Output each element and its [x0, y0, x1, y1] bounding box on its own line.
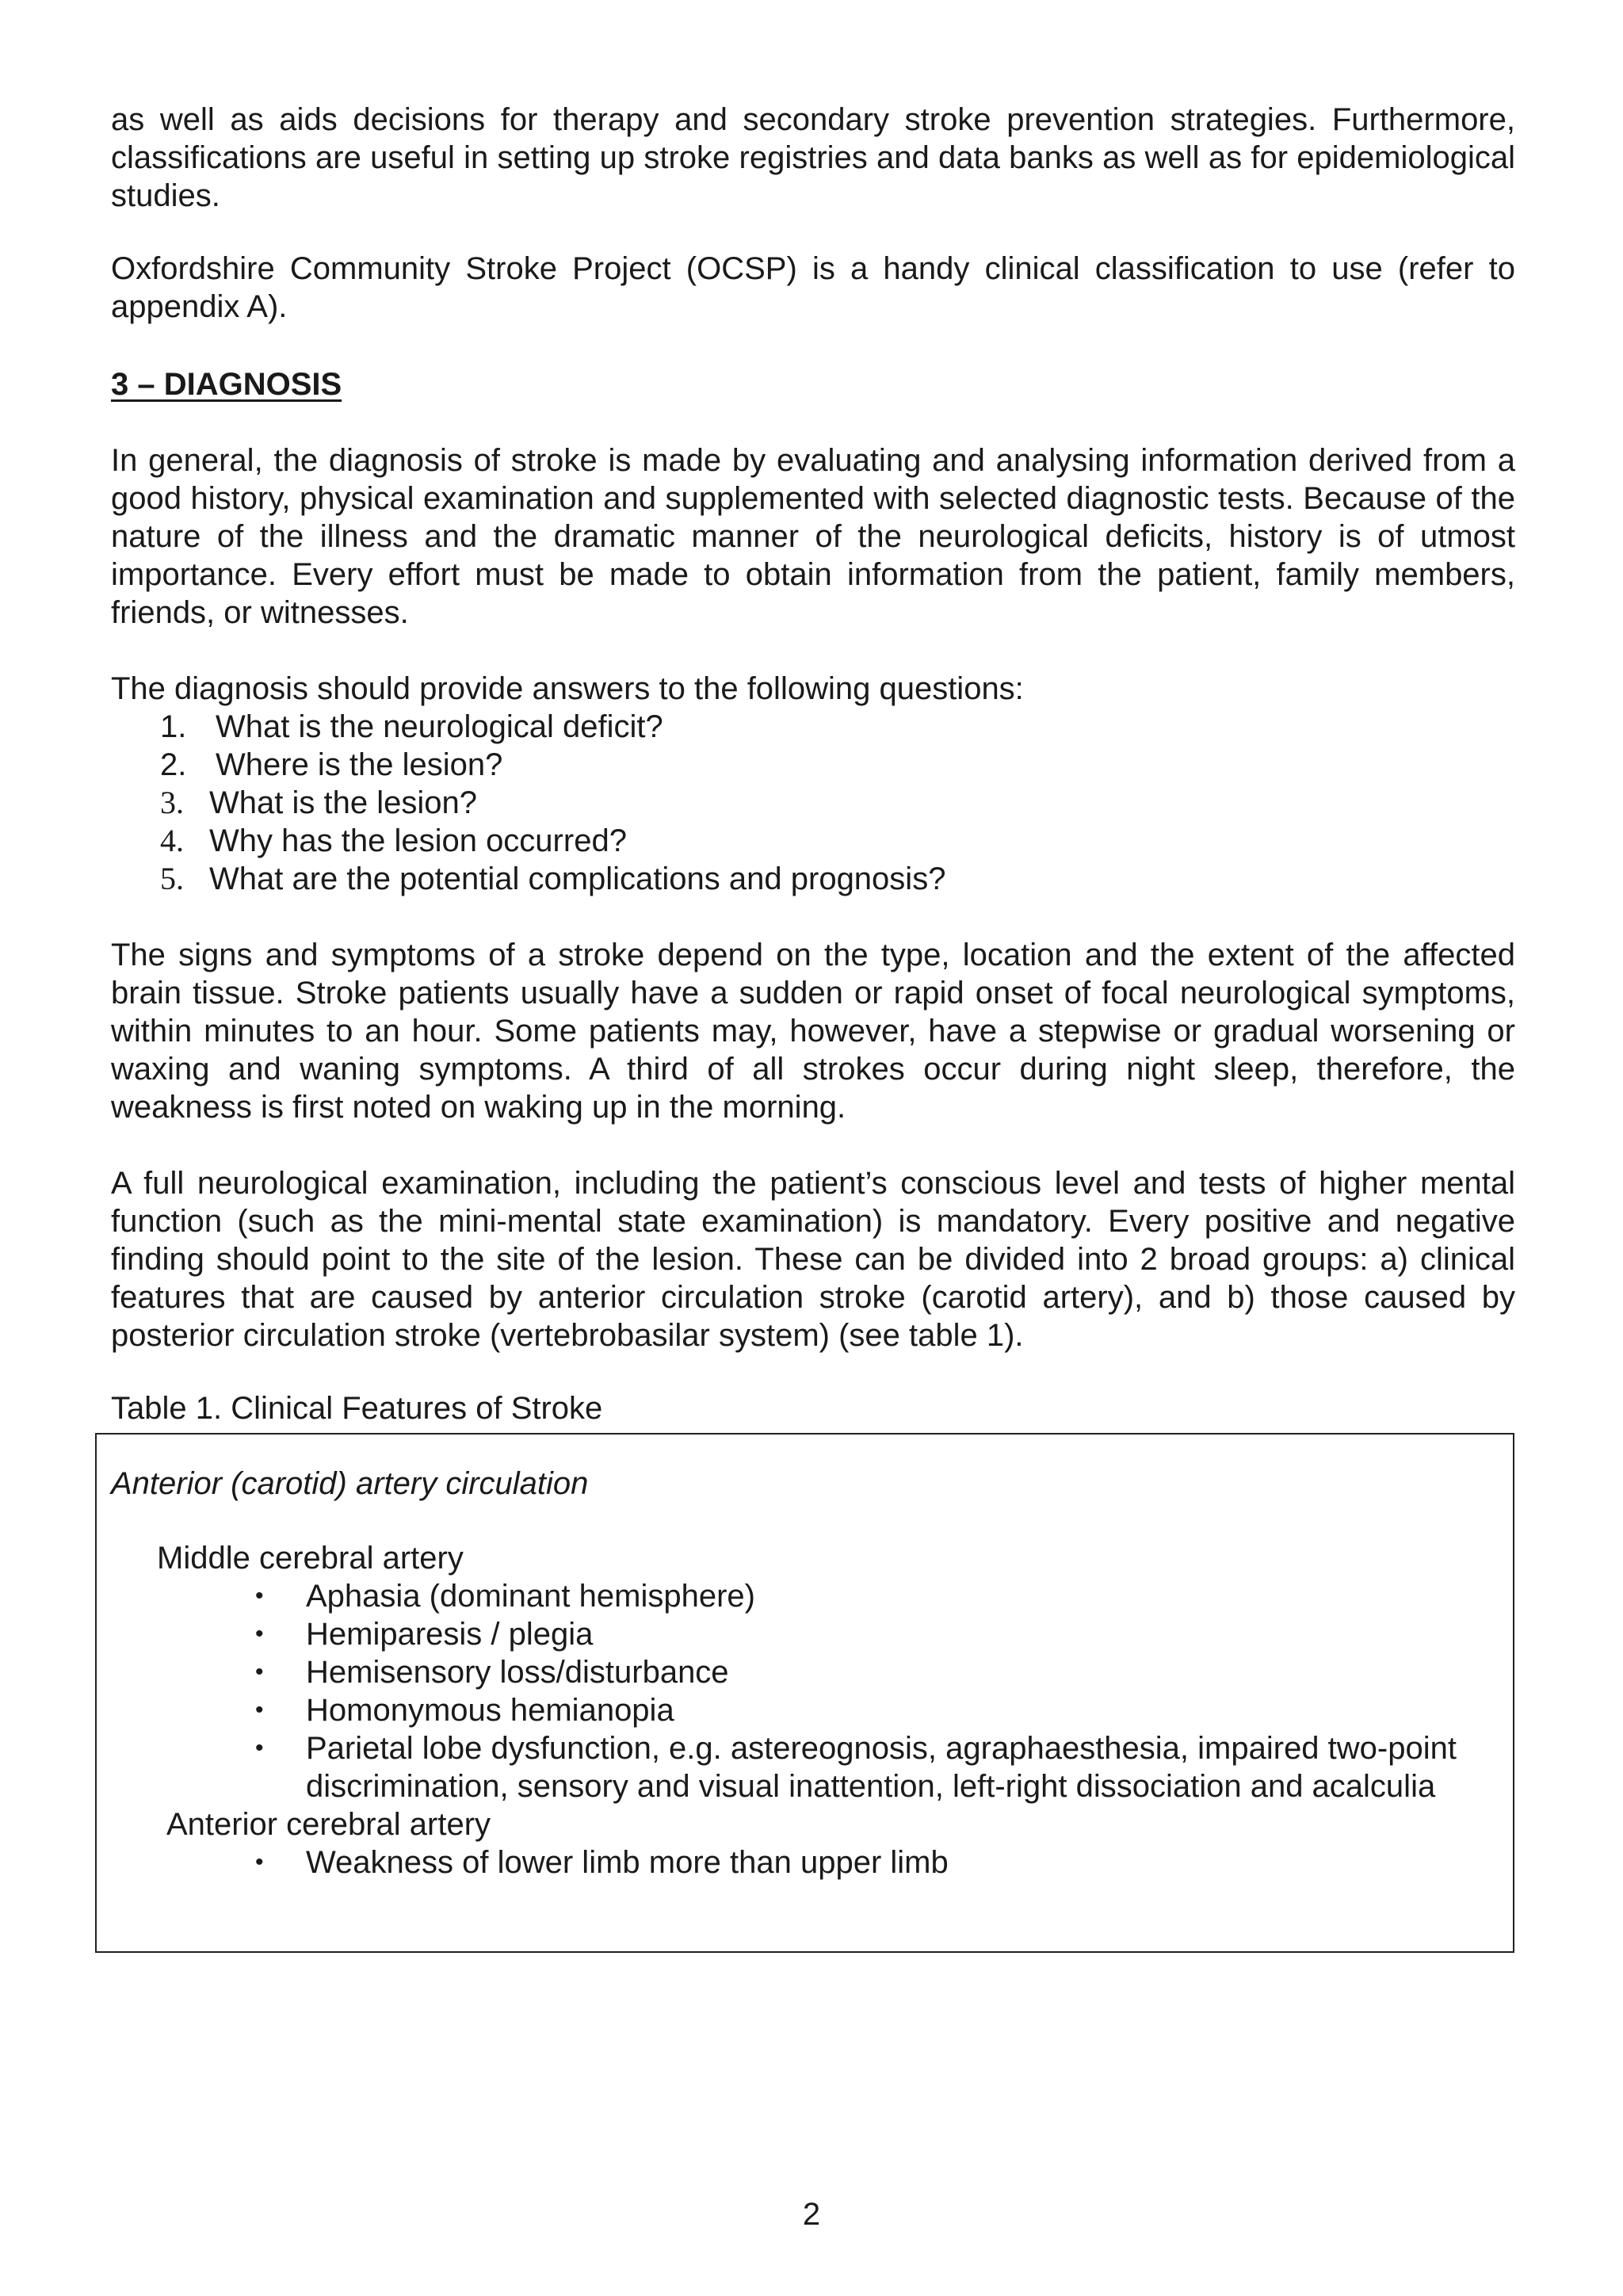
list-text: Why has the lesion occurred? — [209, 823, 627, 858]
list-number: 3. — [160, 785, 184, 820]
questions-intro: The diagnosis should provide answers to the following questions: — [111, 671, 1024, 706]
diagnosis-paragraph-1: In general, the diagnosis of stroke is made by evaluating and analysing information derived from a good history, physical examination and supplemented with selected diagnostic tests. Because of the nature of the illness and the dramatic manner of the neurological deficits, history is of utmost importance. Every effort must be made to obtain information from the patient, family members, friends, or witnesses. — [111, 443, 1515, 630]
feature-text: Aphasia (dominant hemisphere) — [306, 1579, 755, 1614]
list-item — [111, 784, 1515, 822]
list-number: 5. — [160, 861, 184, 896]
feature-text: Hemiparesis / plegia — [306, 1617, 594, 1652]
clinical-features-table — [95, 1433, 1514, 1953]
list-item — [111, 708, 1515, 746]
bullet-icon: • — [255, 1621, 264, 1647]
document-page — [111, 101, 1515, 1427]
list-item — [111, 1577, 1498, 1615]
section-heading: 3 – DIAGNOSIS — [111, 367, 342, 402]
intro-paragraph-2: Oxfordshire Community Stroke Project (OCSP) is a handy clinical classification to use (refer to appendix A). — [111, 251, 1515, 324]
list-text: Where is the lesion? — [216, 747, 503, 782]
bullet-icon: • — [255, 1583, 264, 1609]
list-text: What is the neurological deficit? — [216, 709, 663, 744]
page-number: 2 — [802, 2197, 821, 2232]
intro-paragraph-1: as well as aids decisions for therapy and secondary stroke prevention strategies. Furthermore, classifications are useful in setting up stroke registries and data banks as well as for epidemiological studies. — [111, 102, 1515, 213]
table-caption: Table 1. Clinical Features of Stroke — [111, 1391, 603, 1426]
list-item — [111, 1843, 1498, 1881]
list-text: What are the potential complications and prognosis? — [209, 861, 946, 896]
list-item — [111, 1729, 1498, 1805]
list-number: 1. — [160, 709, 187, 744]
bullet-icon: • — [255, 1697, 264, 1723]
artery-label-anterior-cerebral: Anterior cerebral artery — [166, 1807, 491, 1842]
list-number: 2. — [160, 747, 187, 782]
list-item — [111, 1615, 1498, 1653]
list-text: What is the lesion? — [209, 785, 477, 820]
list-item — [111, 860, 1515, 898]
list-number: 4. — [160, 823, 184, 858]
questions-list — [111, 708, 1515, 898]
bullet-icon: • — [255, 1849, 264, 1875]
list-item — [111, 1691, 1498, 1729]
bullet-icon: • — [255, 1659, 264, 1685]
artery-label-middle-cerebral: Middle cerebral artery — [157, 1541, 464, 1576]
middle-cerebral-features-list — [111, 1577, 1498, 1805]
diagnosis-paragraph-2: The signs and symptoms of a stroke depend on the type, location and the extent of the affected brain tissue. Stroke patients usually have a sudden or rapid onset of focal neurological symptoms, within minutes to an hour. Some patients may, however, have a stepwise or gradual worsening or waxing and waning symptoms. A third of all strokes occur during night sleep, therefore, the weakness is first noted on waking up in the morning. — [111, 938, 1515, 1125]
bullet-icon: • — [255, 1735, 264, 1761]
feature-text: Hemisensory loss/disturbance — [306, 1655, 729, 1690]
diagnosis-paragraph-3: A full neurological examination, including the patient’s conscious level and tests of higher mental function (such as the mini-mental state examination) is mandatory. Every positive and negative finding should point to the site of the lesion. These can be divided into 2 broad groups: a) clinical features that are caused by anterior circulation stroke (carotid artery), and b) those caused by posterior circulation stroke (vertebrobasilar system) (see table 1). — [111, 1166, 1515, 1353]
circulation-title: Anterior (carotid) artery circulation — [111, 1466, 589, 1501]
list-item — [111, 822, 1515, 860]
feature-text: Homonymous hemianopia — [306, 1693, 674, 1728]
list-item — [111, 1653, 1498, 1691]
feature-text: Weakness of lower limb more than upper limb — [306, 1845, 949, 1880]
list-item — [111, 746, 1515, 784]
anterior-cerebral-features-list — [111, 1843, 1498, 1881]
feature-text: Parietal lobe dysfunction, e.g. astereognosis, agraphaesthesia, impaired two-point discrimination, sensory and visual inattention, left-right dissociation and acalculia — [306, 1731, 1457, 1804]
